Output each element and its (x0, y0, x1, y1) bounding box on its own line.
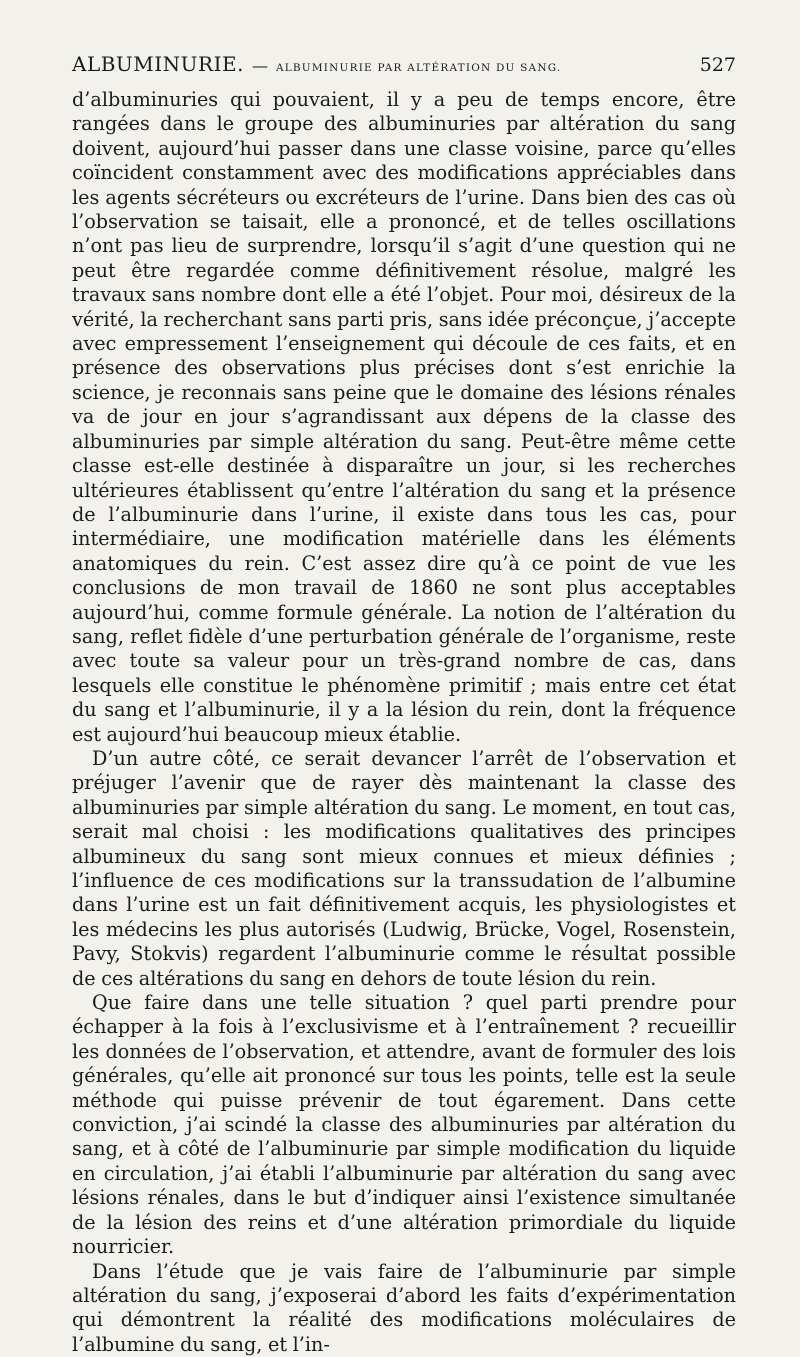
header-dash: — (252, 56, 268, 75)
paragraph-continued: d’albuminuries qui pouvaient, il y a peu de temps encore, être rangées dans le groupe des albuminuries par altération du sang doivent, aujourd’hui passer dans une classe voisine, parce qu’elles coïncident constamment avec des modifications appréciables dans les agents sécréteurs ou excréteurs de l’urine. Dans bien des cas où l’observation se taisait, elle a prononcé, et de telles oscillations n’ont pas lieu de surprendre, lorsqu’il s’agit d’une question qui ne peut être regardée comme définitivement résolue, malgré les travaux sans nombre dont elle a été l’objet. Pour moi, désireux de la vérité, la recherchant sans parti pris, sans idée préconçue, j’accepte avec empressement l’enseignement qui découle de ces faits, et en présence des observations plus précises dont s’est enrichie la science, je reconnais sans peine que le domaine des lésions rénales va de jour en jour s’agrandissant aux dépens de la classe des albuminuries par simple altération du sang. Peut-être même cette classe est-elle destinée à disparaître un jour, si les recherches ultérieures établissent qu’entre l’altération du sang et la présence de l’albuminurie dans l’urine, il existe dans tous les cas, pour intermédiaire, une modification matérielle dans les éléments anatomiques du rein. C’est assez dire qu’à ce point de vue les conclusions de mon travail de 1860 ne sont plus acceptables aujourd’hui, comme formule générale. La notion de l’altération du sang, reflet fidèle d’une perturbation générale de l’organisme, reste avec toute sa valeur pour un très-grand nombre de cas, dans lesquels elle constitue le phénomène primitif ; mais entre cet état du sang et l’albuminurie, il y a la lésion du rein, dont la fréquence est aujourd’hui beaucoup mieux établie. (72, 88, 736, 747)
section-title: ALBUMINURIE PAR ALTÉRATION DU SANG. (276, 62, 562, 74)
page-number: 527 (700, 54, 736, 76)
running-header (72, 52, 736, 86)
running-title: ALBUMINURIE. (72, 52, 244, 76)
header-left (72, 52, 561, 76)
paragraph: D’un autre côté, ce serait devancer l’arrêt de l’observation et préjuger l’avenir que de rayer dès maintenant la classe des albuminuries par simple altération du sang. Le moment, en tout cas, serait mal choisi : les modifications qualitatives des principes albumineux du sang sont mieux connues et mieux définies ; l’influence de ces modifications sur la transsudation de l’albumine dans l’urine est un fait définitivement acquis, les physiologistes et les médecins les plus autorisés (Ludwig, Brücke, Vogel, Rosenstein, Pavy, Stokvis) regardent l’albuminurie comme le résultat possible de ces altérations du sang en dehors de toute lésion du rein. (72, 747, 736, 991)
book-page (72, 52, 736, 1357)
page-body (72, 88, 736, 1357)
paragraph: Que faire dans une telle situation ? quel parti prendre pour échapper à la fois à l’exclusivisme et à l’entraînement ? recueillir les données de l’observation, et attendre, avant de formuler des lois générales, qu’elle ait prononcé sur tous les points, telle est la seule méthode qui puisse prévenir de tout égarement. Dans cette conviction, j’ai scindé la classe des albuminuries par altération du sang, et à côté de l’albuminurie par simple modification du liquide en circulation, j’ai établi l’albuminurie par altération du sang avec lésions rénales, dans le but d’indiquer ainsi l’existence simultanée de la lésion des reins et d’une altération primordiale du liquide nourricier. (72, 991, 736, 1259)
paragraph: Dans l’étude que je vais faire de l’albuminurie par simple altération du sang, j’exposerai d’abord les faits d’expérimentation qui démontrent la réalité des modifications moléculaires de l’albumine du sang, et l’in- (72, 1260, 736, 1357)
